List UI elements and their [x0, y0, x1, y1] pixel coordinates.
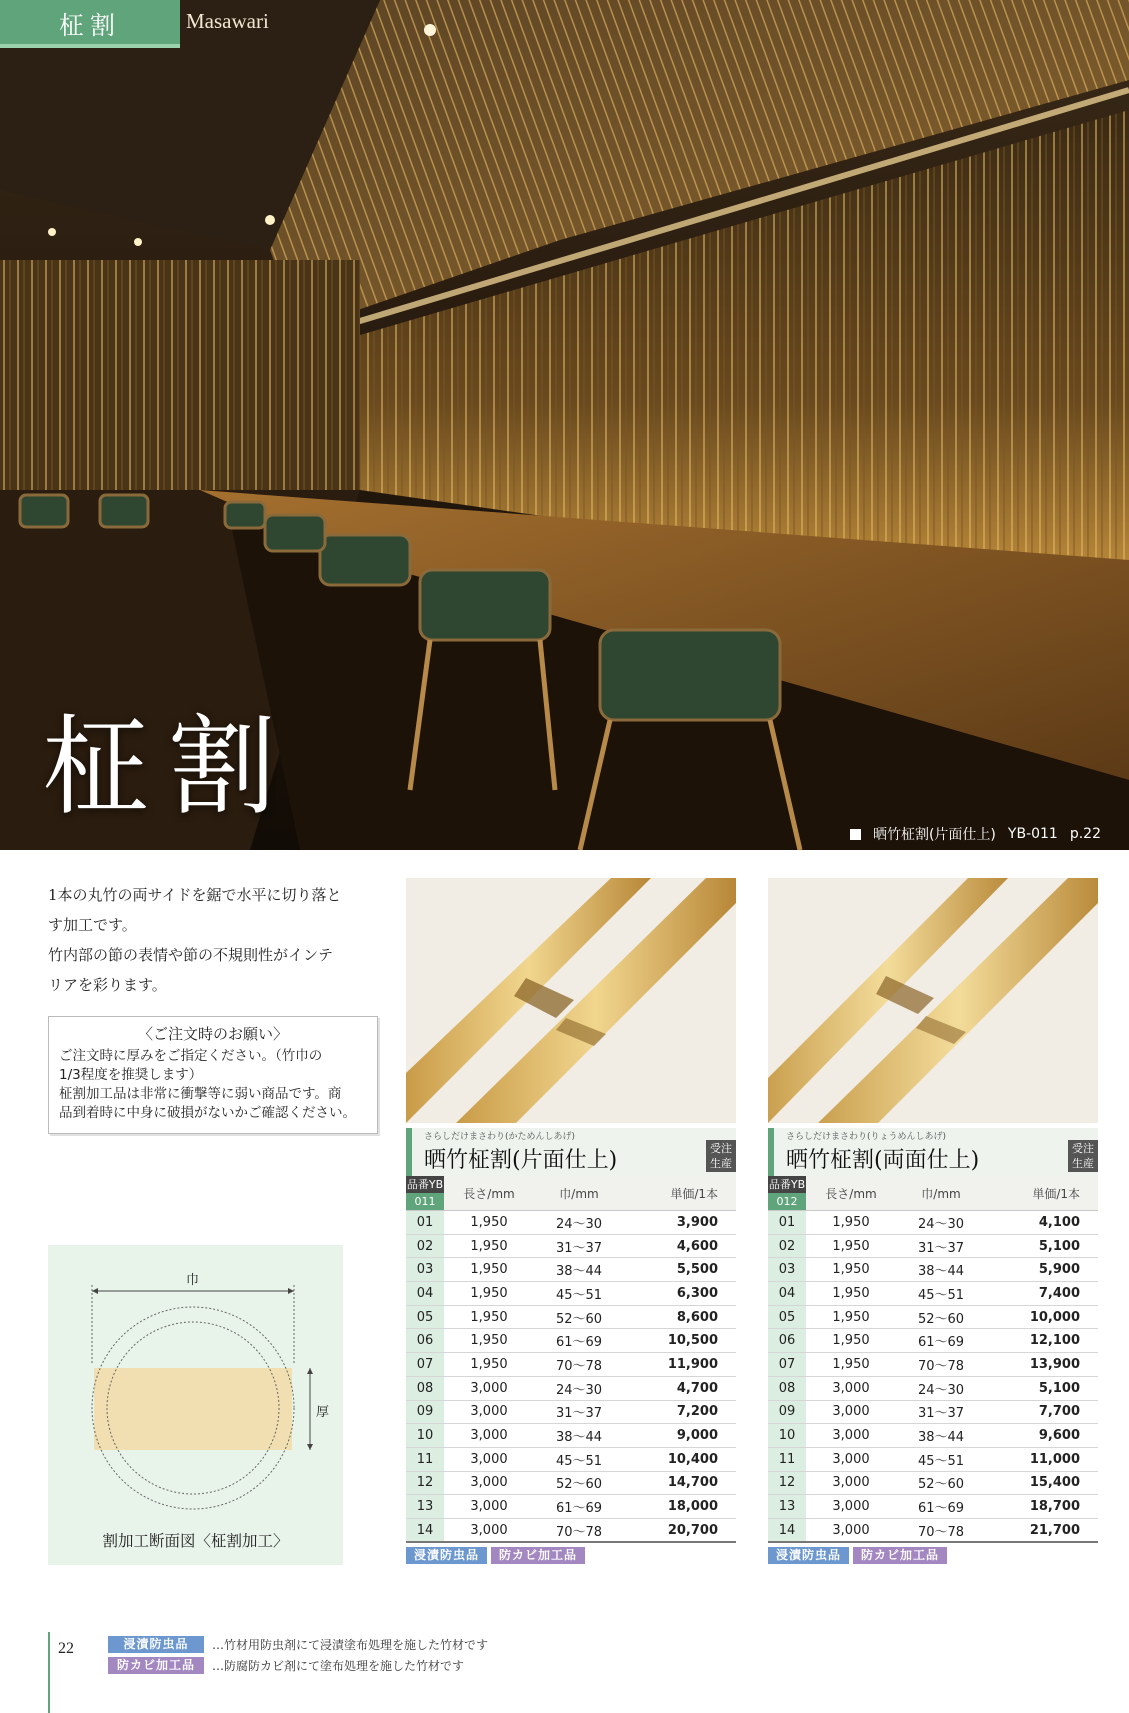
- legend-insect-proof: [108, 1636, 708, 1653]
- notice-line: 柾割加工品は非常に衝撃等に弱い商品です。商: [59, 1086, 342, 1102]
- table-row: [406, 1282, 736, 1306]
- row-price: 18,700: [986, 1495, 1098, 1519]
- mark-line: 受注: [710, 1142, 732, 1155]
- row-no: 02: [768, 1234, 806, 1258]
- row-length: 1,950: [806, 1211, 896, 1235]
- thickness-label: 厚: [316, 1405, 330, 1420]
- row-price: 21,700: [986, 1518, 1098, 1542]
- row-width: 31〜37: [896, 1234, 986, 1258]
- row-no: 08: [768, 1376, 806, 1400]
- order-notice: [48, 1016, 378, 1134]
- notice-line: 1/3程度を推奨します）: [59, 1067, 203, 1083]
- hero-title: 柾割: [42, 705, 295, 830]
- table-row: [406, 1424, 736, 1448]
- legend-anti-mold: [108, 1657, 708, 1674]
- row-price: 5,100: [986, 1234, 1098, 1258]
- table-row: [406, 1305, 736, 1329]
- insect-proof-badge: 浸漬防虫品: [406, 1547, 487, 1564]
- heading-accent-bar: [768, 1128, 774, 1176]
- row-no: 09: [768, 1400, 806, 1424]
- table-row: [406, 1471, 736, 1495]
- row-price: 9,000: [624, 1424, 736, 1448]
- row-width: 38〜44: [534, 1258, 624, 1282]
- row-no: 08: [406, 1376, 444, 1400]
- row-no: 11: [406, 1447, 444, 1471]
- row-width: 52〜60: [534, 1305, 624, 1329]
- table-row: [406, 1518, 736, 1542]
- row-no: 01: [406, 1211, 444, 1235]
- made-to-order-mark: [1068, 1140, 1098, 1172]
- row-no: 09: [406, 1400, 444, 1424]
- row-price: 7,200: [624, 1400, 736, 1424]
- row-width: 38〜44: [534, 1424, 624, 1448]
- table-row: [406, 1447, 736, 1471]
- code-header: [406, 1176, 444, 1211]
- row-no: 12: [406, 1471, 444, 1495]
- product-heading: [768, 1128, 1098, 1176]
- code-number: 012: [768, 1193, 806, 1210]
- intro-line: 竹内部の節の表情や節の不規則性がインテ: [48, 946, 334, 964]
- table-row: [768, 1211, 1098, 1235]
- hero-caption: [850, 824, 1101, 844]
- section-tab-label: 柾割: [58, 11, 121, 40]
- row-length: 1,950: [444, 1329, 534, 1353]
- row-no: 05: [406, 1305, 444, 1329]
- row-no: 13: [406, 1495, 444, 1519]
- anti-mold-badge: 防カビ加工品: [853, 1547, 947, 1564]
- page-margin-line: [48, 1632, 50, 1713]
- row-no: 04: [768, 1282, 806, 1306]
- row-price: 13,900: [986, 1353, 1098, 1377]
- row-length: 1,950: [444, 1282, 534, 1306]
- row-price: 10,500: [624, 1329, 736, 1353]
- table-row: [768, 1471, 1098, 1495]
- row-length: 3,000: [444, 1400, 534, 1424]
- section-tab-underline: [0, 44, 180, 48]
- code-label: 品番YB: [768, 1178, 806, 1191]
- row-price: 3,900: [624, 1211, 736, 1235]
- row-price: 14,700: [624, 1471, 736, 1495]
- product-panel-yb011: [406, 878, 736, 1564]
- row-no: 03: [768, 1258, 806, 1282]
- row-width: 45〜51: [896, 1447, 986, 1471]
- row-price: 10,000: [986, 1305, 1098, 1329]
- legend-badge: 浸漬防虫品: [108, 1636, 204, 1653]
- row-price: 5,900: [986, 1258, 1098, 1282]
- caption-page: p.22: [1069, 826, 1101, 842]
- product-name: 晒竹柾割(両面仕上): [786, 1148, 980, 1173]
- row-no: 14: [768, 1518, 806, 1542]
- row-length: 1,950: [806, 1305, 896, 1329]
- product-reading: さらしだけまさわり(かためんしあげ): [424, 1132, 576, 1142]
- intro-line: 1本の丸竹の両サイドを鋸で水平に切り落と: [48, 886, 342, 904]
- row-width: 45〜51: [534, 1282, 624, 1306]
- table-row: [406, 1211, 736, 1235]
- caption-square-icon: [850, 829, 861, 840]
- row-length: 1,950: [806, 1282, 896, 1306]
- row-width: 70〜78: [534, 1518, 624, 1542]
- table-row: [768, 1305, 1098, 1329]
- anti-mold-badge: 防カビ加工品: [491, 1547, 585, 1564]
- row-no: 11: [768, 1447, 806, 1471]
- table-row: [768, 1400, 1098, 1424]
- row-width: 61〜69: [534, 1495, 624, 1519]
- table-row: [768, 1447, 1098, 1471]
- row-width: 38〜44: [896, 1424, 986, 1448]
- cross-section-diagram: [48, 1245, 343, 1565]
- row-width: 61〜69: [534, 1329, 624, 1353]
- row-length: 3,000: [444, 1424, 534, 1448]
- row-no: 06: [406, 1329, 444, 1353]
- product-heading: [406, 1128, 736, 1176]
- row-no: 03: [406, 1258, 444, 1282]
- row-width: 52〜60: [534, 1471, 624, 1495]
- row-no: 14: [406, 1518, 444, 1542]
- heading-accent-bar: [406, 1128, 412, 1176]
- table-row: [768, 1234, 1098, 1258]
- row-width: 38〜44: [896, 1258, 986, 1282]
- table-row: [768, 1495, 1098, 1519]
- row-width: 31〜37: [534, 1400, 624, 1424]
- row-length: 1,950: [444, 1305, 534, 1329]
- diagram-caption: 割加工断面図〈柾割加工〉: [102, 1532, 289, 1550]
- row-price: 6,300: [624, 1282, 736, 1306]
- row-length: 1,950: [806, 1353, 896, 1377]
- table-row: [768, 1329, 1098, 1353]
- table-row: [406, 1376, 736, 1400]
- row-price: 10,400: [624, 1447, 736, 1471]
- table-row: [768, 1353, 1098, 1377]
- row-price: 7,700: [986, 1400, 1098, 1424]
- intro-line: リアを彩ります。: [48, 976, 167, 994]
- page-number: 22: [58, 1640, 74, 1657]
- row-width: 70〜78: [534, 1353, 624, 1377]
- mark-line: 受注: [1072, 1142, 1094, 1155]
- caption-product: 晒竹柾割(片面仕上): [872, 827, 996, 843]
- price-header: 単価/1本: [624, 1176, 736, 1211]
- cross-section-svg: [48, 1245, 343, 1565]
- product-reading: さらしだけまさわり(りょうめんしあげ): [786, 1132, 947, 1142]
- price-table: [768, 1176, 1098, 1543]
- row-length: 3,000: [806, 1518, 896, 1542]
- row-length: 1,950: [444, 1211, 534, 1235]
- table-row: [406, 1329, 736, 1353]
- legend-text: …竹材用防虫剤にて浸漬塗布処理を施した竹材です: [212, 1638, 489, 1652]
- row-length: 3,000: [444, 1471, 534, 1495]
- row-price: 20,700: [624, 1518, 736, 1542]
- row-length: 3,000: [806, 1376, 896, 1400]
- row-width: 61〜69: [896, 1495, 986, 1519]
- table-row: [768, 1258, 1098, 1282]
- row-length: 3,000: [806, 1495, 896, 1519]
- row-no: 06: [768, 1329, 806, 1353]
- row-width: 61〜69: [896, 1329, 986, 1353]
- row-width: 31〜37: [534, 1234, 624, 1258]
- caption-code: YB-011: [1007, 826, 1058, 842]
- row-no: 10: [768, 1424, 806, 1448]
- row-no: 02: [406, 1234, 444, 1258]
- split-bamboo-illustration: [406, 878, 736, 1123]
- mark-line: 生産: [1072, 1157, 1094, 1170]
- row-length: 3,000: [806, 1424, 896, 1448]
- row-width: 70〜78: [896, 1518, 986, 1542]
- length-header: 長さ/mm: [806, 1176, 896, 1211]
- row-width: 45〜51: [896, 1282, 986, 1306]
- row-price: 18,000: [624, 1495, 736, 1519]
- row-width: 52〜60: [896, 1305, 986, 1329]
- row-price: 9,600: [986, 1424, 1098, 1448]
- table-row: [768, 1518, 1098, 1542]
- row-length: 1,950: [806, 1234, 896, 1258]
- order-notice-title: 〈ご注文時のお願い〉: [137, 1025, 288, 1043]
- legend-badge: 防カビ加工品: [108, 1657, 204, 1674]
- product-name: 晒竹柾割(片面仕上): [424, 1148, 618, 1173]
- row-no: 04: [406, 1282, 444, 1306]
- row-no: 07: [768, 1353, 806, 1377]
- table-row: [406, 1400, 736, 1424]
- length-header: 長さ/mm: [444, 1176, 534, 1211]
- row-length: 3,000: [806, 1447, 896, 1471]
- row-width: 24〜30: [896, 1211, 986, 1235]
- row-width: 24〜30: [534, 1376, 624, 1400]
- row-length: 1,950: [806, 1329, 896, 1353]
- intro-text: [48, 880, 388, 1000]
- table-row: [406, 1258, 736, 1282]
- row-length: 3,000: [444, 1518, 534, 1542]
- row-price: 5,500: [624, 1258, 736, 1282]
- row-no: 13: [768, 1495, 806, 1519]
- table-header-row: [768, 1176, 1098, 1211]
- insect-proof-badge: 浸漬防虫品: [768, 1547, 849, 1564]
- section-english-label: Masawari: [186, 9, 269, 33]
- row-length: 3,000: [444, 1376, 534, 1400]
- width-header: 巾/mm: [534, 1176, 624, 1211]
- product-panel-yb012: [768, 878, 1098, 1564]
- row-length: 1,950: [444, 1258, 534, 1282]
- row-length: 3,000: [444, 1495, 534, 1519]
- code-label: 品番YB: [406, 1178, 444, 1191]
- split-bamboo-illustration: [768, 878, 1098, 1123]
- row-length: 1,950: [444, 1353, 534, 1377]
- row-width: 31〜37: [896, 1400, 986, 1424]
- row-price: 15,400: [986, 1471, 1098, 1495]
- table-row: [768, 1376, 1098, 1400]
- row-length: 3,000: [806, 1400, 896, 1424]
- notice-line: 品到着時に中身に破損がないかご確認ください。: [59, 1105, 356, 1121]
- table-row: [406, 1353, 736, 1377]
- table-row: [768, 1282, 1098, 1306]
- section-tab: [0, 0, 180, 48]
- price-header: 単価/1本: [986, 1176, 1098, 1211]
- row-price: 4,700: [624, 1376, 736, 1400]
- price-table: [406, 1176, 736, 1543]
- row-no: 01: [768, 1211, 806, 1235]
- treatment-badges: [768, 1547, 1098, 1564]
- table-header-row: [406, 1176, 736, 1211]
- table-row: [768, 1424, 1098, 1448]
- code-number: 011: [406, 1193, 444, 1210]
- made-to-order-mark: [706, 1140, 736, 1172]
- row-width: 24〜30: [896, 1376, 986, 1400]
- table-row: [406, 1234, 736, 1258]
- row-no: 10: [406, 1424, 444, 1448]
- mark-line: 生産: [710, 1157, 732, 1170]
- row-price: 5,100: [986, 1376, 1098, 1400]
- code-header: [768, 1176, 806, 1211]
- row-price: 11,900: [624, 1353, 736, 1377]
- row-no: 12: [768, 1471, 806, 1495]
- row-width: 24〜30: [534, 1211, 624, 1235]
- product-photo: [406, 878, 736, 1123]
- row-width: 52〜60: [896, 1471, 986, 1495]
- row-length: 3,000: [806, 1471, 896, 1495]
- legend-text: …防腐防カビ剤にて塗布処理を施した竹材です: [212, 1659, 465, 1673]
- table-row: [406, 1495, 736, 1519]
- row-width: 70〜78: [896, 1353, 986, 1377]
- width-label: 巾: [186, 1273, 200, 1288]
- treatment-badges: [406, 1547, 736, 1564]
- row-price: 12,100: [986, 1329, 1098, 1353]
- row-price: 4,600: [624, 1234, 736, 1258]
- row-width: 45〜51: [534, 1447, 624, 1471]
- width-header: 巾/mm: [896, 1176, 986, 1211]
- row-price: 8,600: [624, 1305, 736, 1329]
- row-price: 7,400: [986, 1282, 1098, 1306]
- notice-line: ご注文時に厚みをご指定ください。（竹巾の: [59, 1048, 323, 1064]
- product-photo: [768, 878, 1098, 1123]
- row-length: 1,950: [806, 1258, 896, 1282]
- hero-photo: [0, 0, 1129, 850]
- row-length: 3,000: [444, 1447, 534, 1471]
- intro-line: す加工です。: [48, 916, 137, 934]
- row-length: 1,950: [444, 1234, 534, 1258]
- row-no: 07: [406, 1353, 444, 1377]
- row-price: 4,100: [986, 1211, 1098, 1235]
- row-price: 11,000: [986, 1447, 1098, 1471]
- row-no: 05: [768, 1305, 806, 1329]
